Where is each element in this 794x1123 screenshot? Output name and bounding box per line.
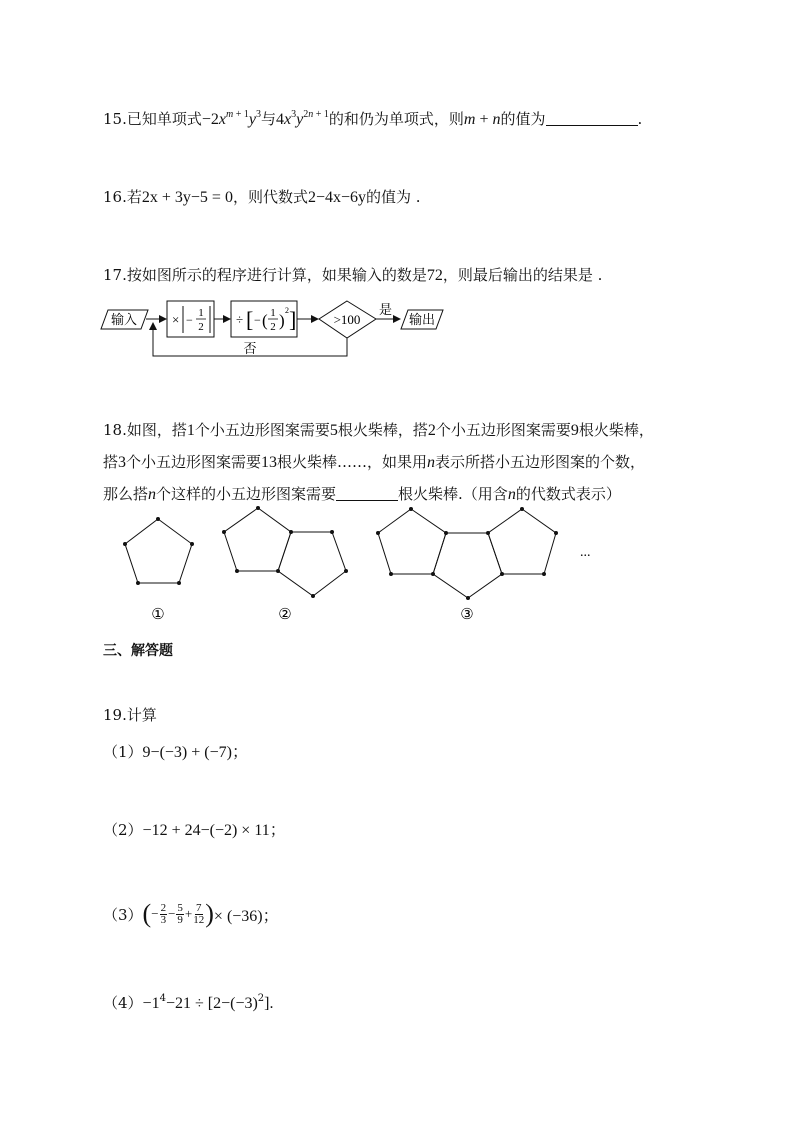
question-text: 个这样的小五边形图案需要 [156, 485, 337, 503]
figure-label-2: ② [278, 607, 292, 623]
expression: −1 [142, 995, 160, 1012]
pentagon-figure-3-right [488, 509, 556, 574]
expression: −12 + 24−(−2) × 11； [142, 822, 286, 839]
divide-sign: ÷ [236, 312, 244, 327]
plus-sign: + [184, 906, 193, 921]
expression: 2−4x−6y [307, 189, 367, 206]
pentagon-figure-1 [125, 519, 192, 583]
question-text: 与 [261, 110, 277, 128]
question-text: ，则最后输出的结果是 . [442, 266, 603, 284]
question-text: 根火柴棒……，如果用 [277, 453, 428, 471]
fraction-numerator: 1 [270, 307, 276, 319]
figure-label-3: ③ [460, 607, 474, 623]
question-text: 的和仍为单项式，则 [328, 110, 464, 128]
expression: 9−(−3) + (−7)； [142, 744, 248, 761]
condition-label: >100 [333, 312, 361, 327]
question-text: 个小五边形图案需要 [126, 453, 262, 471]
question-text: 的值为 [500, 110, 546, 128]
minus-sign: − [254, 313, 261, 327]
question-text: 的代数式表示） [515, 485, 621, 503]
input-value: 72 [426, 267, 443, 284]
paren-left: ( [142, 899, 152, 928]
minus-sign: − [168, 906, 176, 921]
number: 3 [118, 454, 127, 471]
question-text: 的值为 . [366, 188, 421, 206]
question-text: 若 [126, 188, 142, 206]
question-text: 根火柴棒， [578, 421, 654, 439]
equation: 2x + 3y−5 = 0 [141, 189, 233, 206]
minus-sign: − [186, 313, 193, 327]
question-19-part-3 [103, 896, 279, 932]
paren-right: ) [205, 899, 214, 928]
expression: −21 ÷ [2−(−3) [165, 995, 258, 1012]
question-text: ，则代数式 [232, 188, 308, 206]
part-label: （2） [103, 821, 143, 839]
fraction-denominator: 2 [198, 321, 204, 333]
expression: × (−36)； [213, 907, 279, 925]
fraction-denominator: 2 [270, 321, 276, 333]
fraction-two-thirds: $\frac{2}{3}$ [160, 901, 167, 926]
minus-sign: − [151, 906, 159, 921]
number: 13 [261, 454, 278, 471]
continuation-dots: ... [580, 545, 591, 560]
question-text: 18.如图，搭 [103, 421, 187, 439]
fraction-five-ninths: $\frac{5}{9}$ [177, 901, 183, 926]
question-text: 已知单项式 [126, 110, 202, 128]
question-text: 个小五边形图案需要 [194, 421, 330, 439]
question-text: . [637, 110, 643, 128]
question-number: 15. [103, 110, 127, 128]
fraction-seven-twelfths: $\frac{7}{12}$ [193, 901, 205, 926]
part-label: （3） [103, 905, 143, 924]
question-text: 那么搭 [103, 485, 149, 503]
question-19-part-4 [103, 992, 274, 1015]
variable-n: n [427, 454, 436, 471]
pentagon-figure-2-right [278, 532, 346, 596]
paren-left: ( [262, 311, 268, 330]
monomial-1: $-2x^{m + 1}y^3$ [201, 109, 261, 128]
paren-right: ) [279, 311, 285, 330]
expression-m-plus-n: m + n [463, 111, 501, 128]
yes-label: 是 [379, 303, 393, 318]
question-number: 17. [103, 266, 127, 284]
question-number: 16. [103, 188, 127, 206]
number: 1 [186, 422, 195, 439]
variable-n: n [148, 486, 157, 503]
question-text: 搭 [103, 453, 119, 471]
question-text: 根火柴棒.（用含 [398, 485, 508, 503]
part-label: （1） [103, 743, 143, 761]
variable-n: n [507, 486, 516, 503]
bracket-right: ] [289, 307, 297, 332]
question-19-title: 19.计算 [103, 706, 157, 724]
number: 2 [427, 422, 436, 439]
exponent: 2 [285, 306, 289, 315]
expression: ]. [264, 995, 274, 1012]
section-heading: 三、解答题 [103, 643, 173, 659]
question-text: 根火柴棒，搭 [337, 421, 428, 439]
question-text: 按如图所示的程序进行计算，如果输入的数是 [126, 266, 427, 284]
monomial-2: $4x^3y^{2n + 1}$ [276, 109, 329, 128]
part-label: （4） [103, 994, 143, 1012]
fraction-numerator: 1 [198, 307, 204, 319]
matchstick-joints [123, 506, 558, 600]
exponent: 2 [257, 993, 265, 1004]
multiply-sign: × [172, 312, 180, 327]
question-19-part-1 [103, 741, 248, 764]
figure-label-1: ① [151, 607, 165, 623]
number: 9 [570, 422, 579, 439]
output-label: 输出 [408, 313, 436, 328]
question-19-part-2 [103, 819, 286, 842]
input-label: 输入 [110, 313, 138, 328]
question-text: 个小五边形图案需要 [435, 421, 571, 439]
exponent: 4 [159, 993, 166, 1004]
question-text: 表示所搭小五边形图案的个数， [435, 453, 646, 471]
bracket-left: [ [246, 307, 254, 332]
no-label: 否 [243, 342, 257, 357]
number: 5 [329, 422, 338, 439]
